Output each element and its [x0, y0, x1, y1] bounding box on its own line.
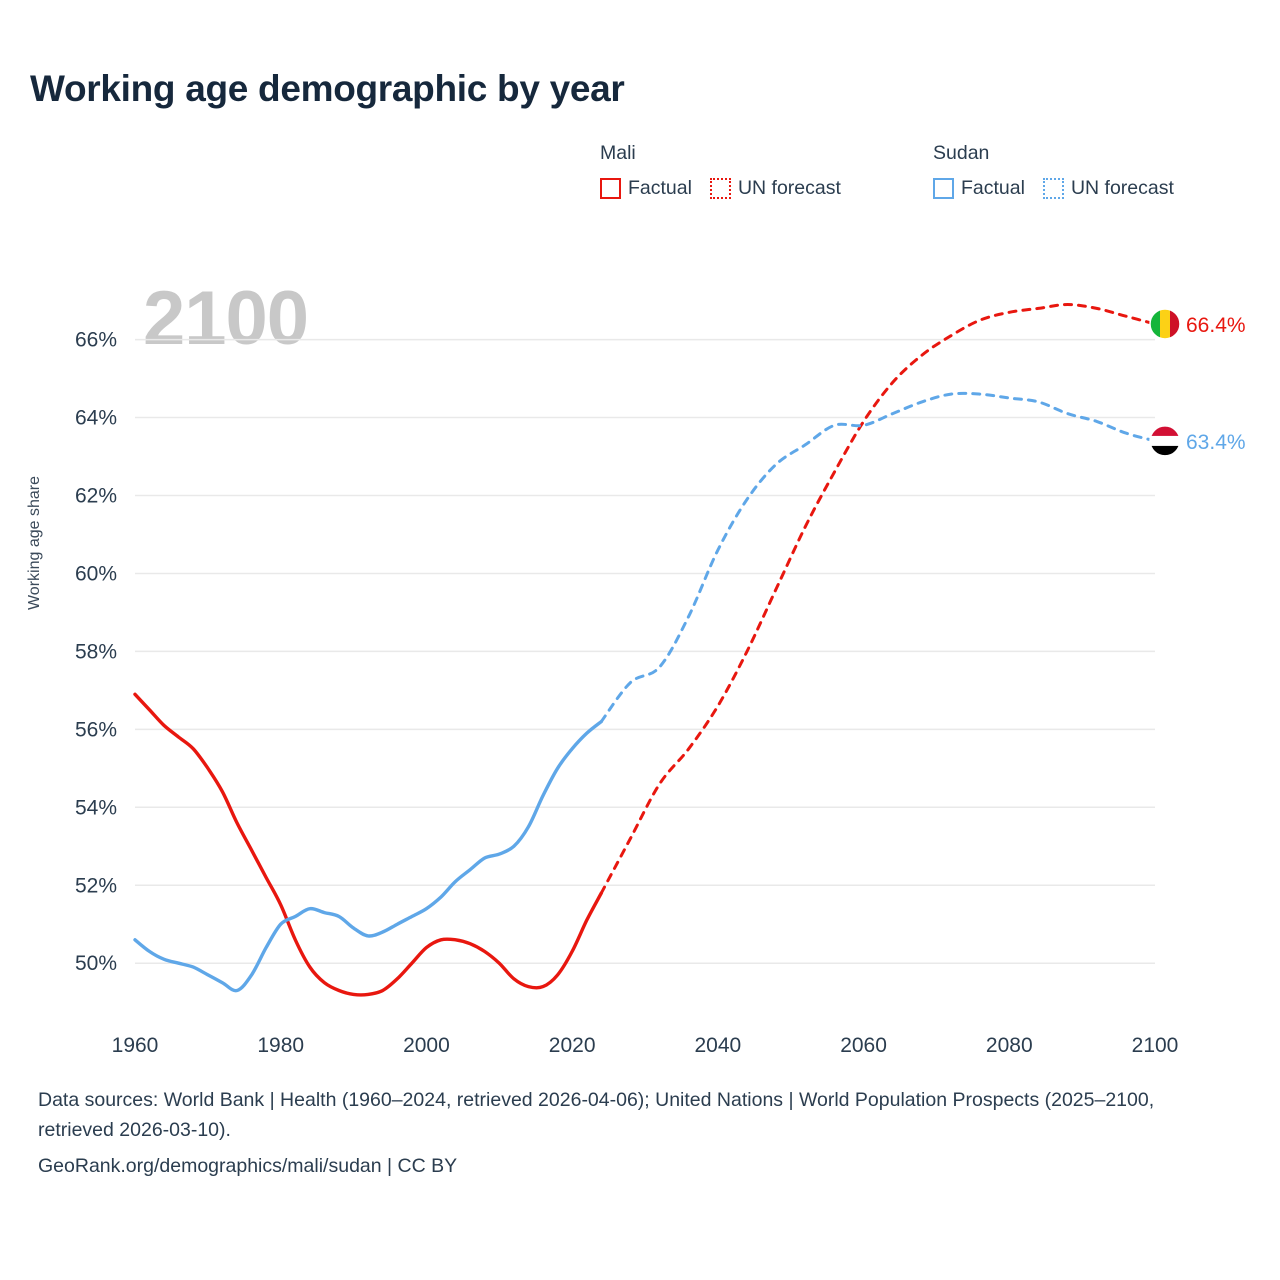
legend-label-mali-factual: Factual: [628, 177, 692, 199]
legend-swatch-solid-icon: [600, 178, 621, 199]
legend-items-mali: [600, 177, 841, 200]
watermark-year: 2100: [143, 276, 309, 361]
x-axis-tick-labels: [112, 1034, 1179, 1057]
svg-text:50%: 50%: [74, 952, 117, 976]
svg-text:54%: 54%: [74, 796, 117, 820]
svg-text:2080: 2080: [985, 1034, 1033, 1057]
svg-text:66%: 66%: [74, 328, 117, 352]
legend-item-mali-forecast[interactable]: [710, 177, 841, 200]
svg-text:62%: 62%: [74, 484, 117, 508]
svg-text:56%: 56%: [74, 718, 117, 742]
plot-area: [0, 250, 1280, 1060]
legend-swatch-dashed-icon: [1043, 178, 1064, 199]
svg-text:66.4%: 66.4%: [1186, 313, 1246, 337]
svg-text:58%: 58%: [74, 640, 117, 664]
footer-attribution: GeoRank.org/demographics/mali/sudan | CC BY: [38, 1155, 458, 1178]
legend-country-sudan: Sudan: [933, 142, 990, 164]
svg-text:1960: 1960: [111, 1034, 159, 1057]
legend-swatch-solid-icon: [933, 178, 954, 199]
svg-text:1980: 1980: [257, 1034, 305, 1057]
svg-text:64%: 64%: [74, 406, 117, 430]
line-chart-svg: [0, 250, 1280, 1060]
series-lines: [135, 305, 1155, 995]
svg-text:2100: 2100: [1131, 1034, 1179, 1057]
gridlines: [135, 340, 1155, 964]
legend-item-mali-factual[interactable]: [600, 177, 692, 200]
legend-items-sudan: [933, 177, 1174, 200]
legend-label-sudan-factual: Factual: [961, 177, 1025, 199]
legend-group-mali: [600, 142, 841, 200]
legend-label-mali-forecast: UN forecast: [737, 177, 841, 199]
y-axis-tick-labels: [75, 329, 117, 976]
svg-text:2040: 2040: [694, 1034, 742, 1057]
legend-swatch-dashed-icon: [710, 178, 731, 199]
legend-country-mali: Mali: [600, 142, 636, 164]
page-title: Working age demographic by year: [30, 68, 625, 109]
svg-text:60%: 60%: [74, 562, 117, 586]
y-axis-title: Working age share: [26, 476, 43, 610]
svg-text:52%: 52%: [74, 874, 117, 898]
end-markers: [1150, 309, 1246, 457]
svg-text:63.4%: 63.4%: [1186, 430, 1246, 454]
legend-label-sudan-forecast: UN forecast: [1070, 177, 1174, 199]
legend-item-sudan-factual[interactable]: [933, 177, 1025, 200]
legend-item-sudan-forecast[interactable]: [1043, 177, 1174, 200]
footer: [38, 1085, 1218, 1182]
svg-text:2060: 2060: [840, 1034, 887, 1057]
svg-text:2020: 2020: [548, 1034, 596, 1057]
svg-text:2000: 2000: [403, 1034, 450, 1057]
legend-group-sudan: [933, 142, 1174, 200]
footer-sources: Data sources: World Bank | Health (1960–2024, retrieved 2026-04-06); United Nations | World Population Prospects (2025–2100, retrieved 2026-03-10).: [38, 1089, 1155, 1142]
